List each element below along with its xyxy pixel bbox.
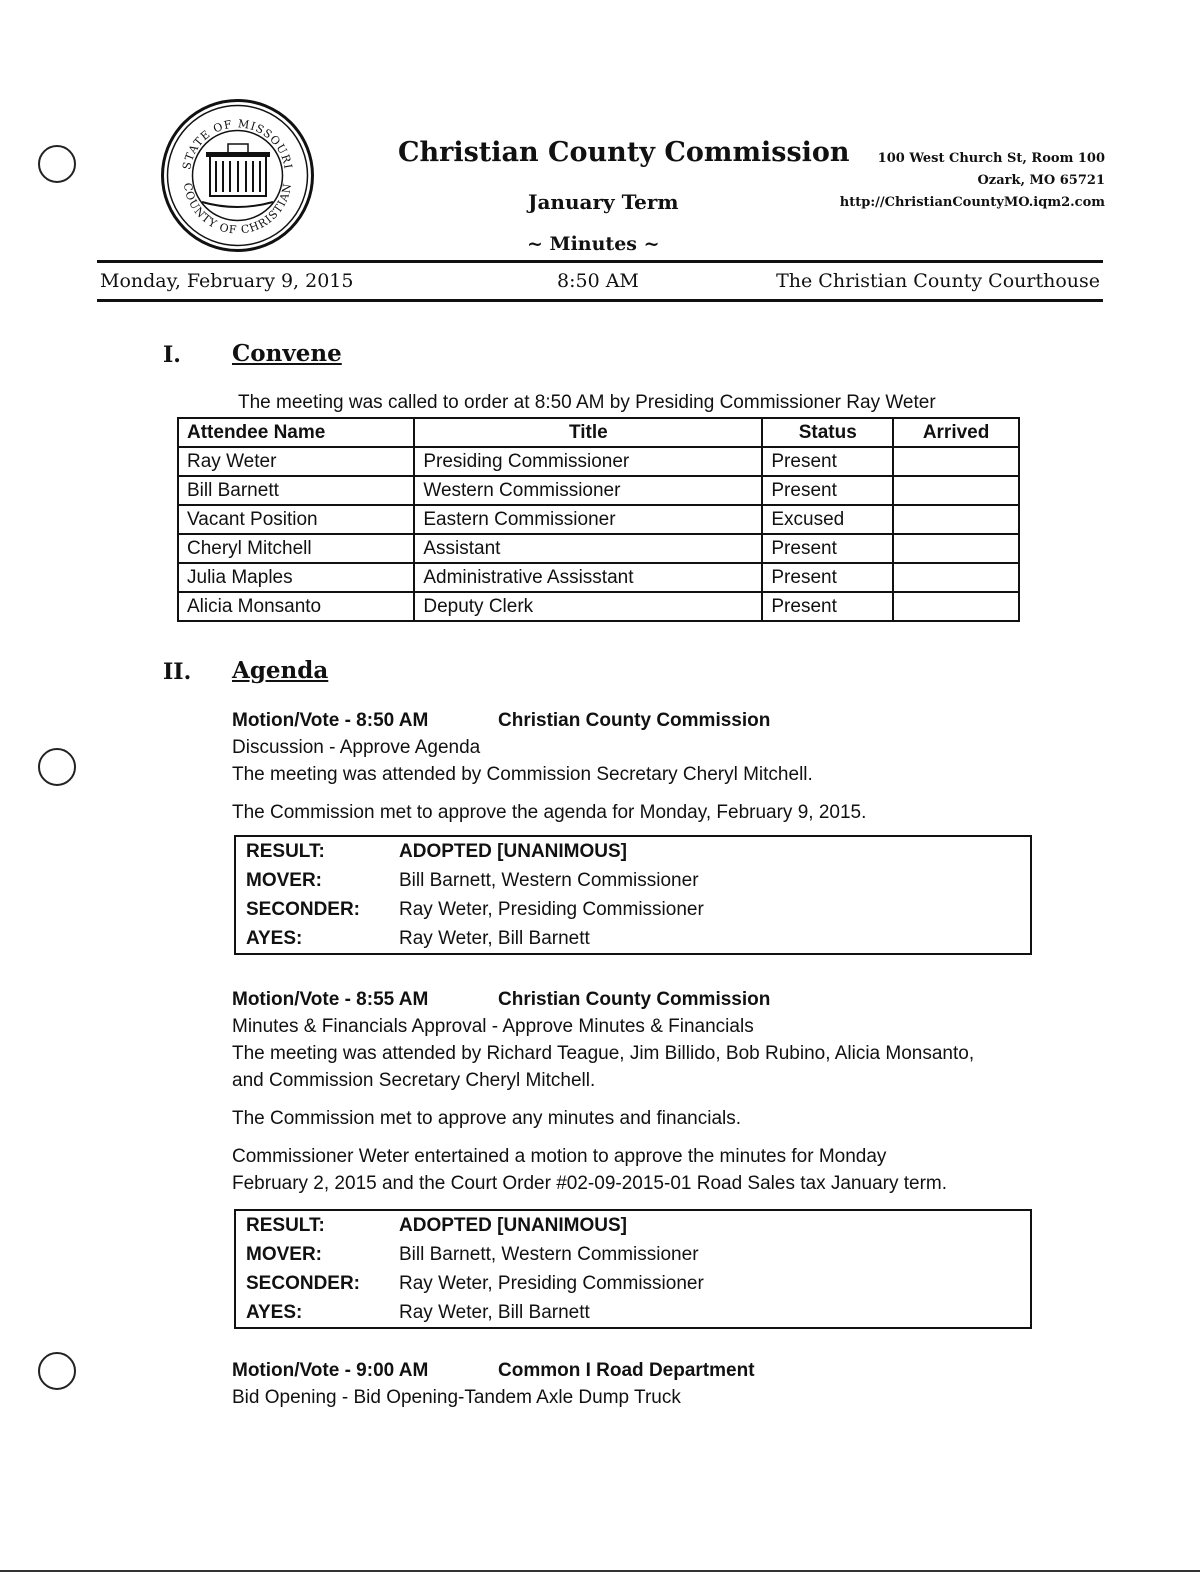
- column-header-name: Attendee Name: [178, 418, 414, 447]
- attendee-status: Present: [762, 447, 893, 476]
- vote-mover-row: [236, 866, 1030, 895]
- agenda-item-3-subject: Bid Opening - Bid Opening-Tandem Axle Dump Truck: [232, 1387, 681, 1408]
- attendee-name: Bill Barnett: [178, 476, 414, 505]
- document-title: Christian County Commission: [398, 137, 850, 168]
- attendee-name: Ray Weter: [178, 447, 414, 476]
- agenda-item-1-heading: Motion/Vote - 8:50 AM: [232, 710, 429, 731]
- vote-ayes-row: [236, 1298, 1030, 1327]
- column-header-status: Status: [762, 418, 893, 447]
- attendee-arrived: [893, 592, 1019, 621]
- attendee-title: Western Commissioner: [414, 476, 762, 505]
- attendee-name: Julia Maples: [178, 563, 414, 592]
- agenda-item-2-text-2a: Commissioner Weter entertained a motion to approve the minutes for Monday: [232, 1146, 887, 1167]
- website-link[interactable]: http://ChristianCountyMO.iqm2.com: [839, 195, 1105, 210]
- attendee-arrived: [893, 534, 1019, 563]
- attendee-arrived: [893, 563, 1019, 592]
- address-line-2: Ozark, MO 65721: [977, 173, 1105, 188]
- county-seal-logo: [160, 98, 315, 253]
- header-rule-top: [97, 260, 1103, 263]
- vote-seconder-row: [236, 1269, 1030, 1298]
- attendee-name: Cheryl Mitchell: [178, 534, 414, 563]
- attendee-arrived: [893, 476, 1019, 505]
- agenda-item-2-attended-2: and Commission Secretary Cheryl Mitchell.: [232, 1070, 596, 1091]
- table-row: [178, 563, 1019, 592]
- seconder-label: SECONDER:: [246, 899, 361, 920]
- agenda-item-3-body: Common I Road Department: [498, 1360, 755, 1381]
- table-row: [178, 505, 1019, 534]
- attendee-status: Present: [762, 592, 893, 621]
- agenda-item-3-heading: Motion/Vote - 9:00 AM: [232, 1360, 429, 1381]
- seconder-label: SECONDER:: [246, 1273, 361, 1294]
- mover-label: MOVER:: [246, 1244, 322, 1265]
- vote-seconder-row: [236, 895, 1030, 924]
- table-row: [178, 447, 1019, 476]
- attendee-arrived: [893, 505, 1019, 534]
- call-to-order-text: The meeting was called to order at 8:50 AM by Presiding Commissioner Ray Weter: [238, 392, 936, 413]
- table-row: [178, 534, 1019, 563]
- vote-result-row: [236, 837, 1030, 866]
- attendee-title: Presiding Commissioner: [414, 447, 762, 476]
- punch-hole-top: [38, 145, 76, 183]
- table-row: [178, 476, 1019, 505]
- section-title-agenda: Agenda: [232, 657, 329, 684]
- agenda-item-1-subject: Discussion - Approve Agenda: [232, 737, 481, 758]
- agenda-item-2-text-2b: February 2, 2015 and the Court Order #02-09-2015-01 Road Sales tax January term.: [232, 1173, 948, 1194]
- agenda-item-1-text: The Commission met to approve the agenda for Monday, February 9, 2015.: [232, 802, 867, 823]
- attendee-title: Eastern Commissioner: [414, 505, 762, 534]
- mover-value: Bill Barnett, Western Commissioner: [399, 870, 699, 891]
- attendee-status: Excused: [762, 505, 893, 534]
- agenda-item-2-subject: Minutes & Financials Approval - Approve Minutes & Financials: [232, 1016, 754, 1037]
- result-value: ADOPTED [UNANIMOUS]: [399, 1215, 627, 1236]
- punch-hole-middle: [38, 748, 76, 786]
- meeting-location: The Christian County Courthouse: [776, 270, 1100, 292]
- attendee-status: Present: [762, 563, 893, 592]
- attendee-title: Assistant: [414, 534, 762, 563]
- column-header-title: Title: [414, 418, 762, 447]
- attendee-title: Deputy Clerk: [414, 592, 762, 621]
- svg-text:COUNTY OF CHRISTIAN: COUNTY OF CHRISTIAN: [180, 181, 295, 237]
- attendee-status: Present: [762, 534, 893, 563]
- svg-text:STATE OF MISSOURI: STATE OF MISSOURI: [180, 117, 295, 171]
- agenda-item-2-text-1: The Commission met to approve any minutes and financials.: [232, 1108, 742, 1129]
- table-row: [178, 592, 1019, 621]
- result-label: RESULT:: [246, 1215, 325, 1236]
- mover-value: Bill Barnett, Western Commissioner: [399, 1244, 699, 1265]
- attendance-header-row: [178, 418, 1019, 447]
- agenda-item-1-body: Christian County Commission: [498, 710, 771, 731]
- address-block: [840, 148, 1105, 214]
- term-label: January Term: [528, 190, 679, 214]
- agenda-item-2-heading: Motion/Vote - 8:55 AM: [232, 989, 429, 1010]
- vote-result-row: [236, 1211, 1030, 1240]
- vote-result-box-2: [234, 1209, 1032, 1329]
- punch-hole-bottom: [38, 1352, 76, 1390]
- ayes-value: Ray Weter, Bill Barnett: [399, 928, 590, 949]
- section-title-convene: Convene: [232, 340, 342, 367]
- attendee-title: Administrative Assisstant: [414, 563, 762, 592]
- meeting-info-bar: [97, 268, 1103, 298]
- vote-ayes-row: [236, 924, 1030, 953]
- agenda-item-2-body: Christian County Commission: [498, 989, 771, 1010]
- column-header-arrived: Arrived: [893, 418, 1019, 447]
- attendee-name: Alicia Monsanto: [178, 592, 414, 621]
- meeting-date: Monday, February 9, 2015: [100, 270, 354, 292]
- attendee-status: Present: [762, 476, 893, 505]
- ayes-label: AYES:: [246, 1302, 303, 1323]
- section-number-agenda: II.: [163, 659, 192, 685]
- agenda-item-1-attended: The meeting was attended by Commission Secretary Cheryl Mitchell.: [232, 764, 813, 785]
- vote-result-box-1: [234, 835, 1032, 955]
- attendee-arrived: [893, 447, 1019, 476]
- minutes-label: ~ Minutes ~: [527, 233, 660, 255]
- seconder-value: Ray Weter, Presiding Commissioner: [399, 899, 704, 920]
- mover-label: MOVER:: [246, 870, 322, 891]
- header-rule-bottom: [97, 299, 1103, 302]
- result-value: ADOPTED [UNANIMOUS]: [399, 841, 627, 862]
- attendance-table: [177, 417, 1020, 622]
- address-line-1: 100 West Church St, Room 100: [877, 151, 1105, 166]
- ayes-value: Ray Weter, Bill Barnett: [399, 1302, 590, 1323]
- result-label: RESULT:: [246, 841, 325, 862]
- page-bottom-edge: [0, 1570, 1200, 1572]
- attendee-name: Vacant Position: [178, 505, 414, 534]
- seconder-value: Ray Weter, Presiding Commissioner: [399, 1273, 704, 1294]
- agenda-item-2-attended-1: The meeting was attended by Richard Teague, Jim Billido, Bob Rubino, Alicia Monsanto,: [232, 1043, 975, 1064]
- section-number-convene: I.: [163, 342, 181, 368]
- vote-mover-row: [236, 1240, 1030, 1269]
- meeting-time: 8:50 AM: [557, 270, 639, 292]
- ayes-label: AYES:: [246, 928, 303, 949]
